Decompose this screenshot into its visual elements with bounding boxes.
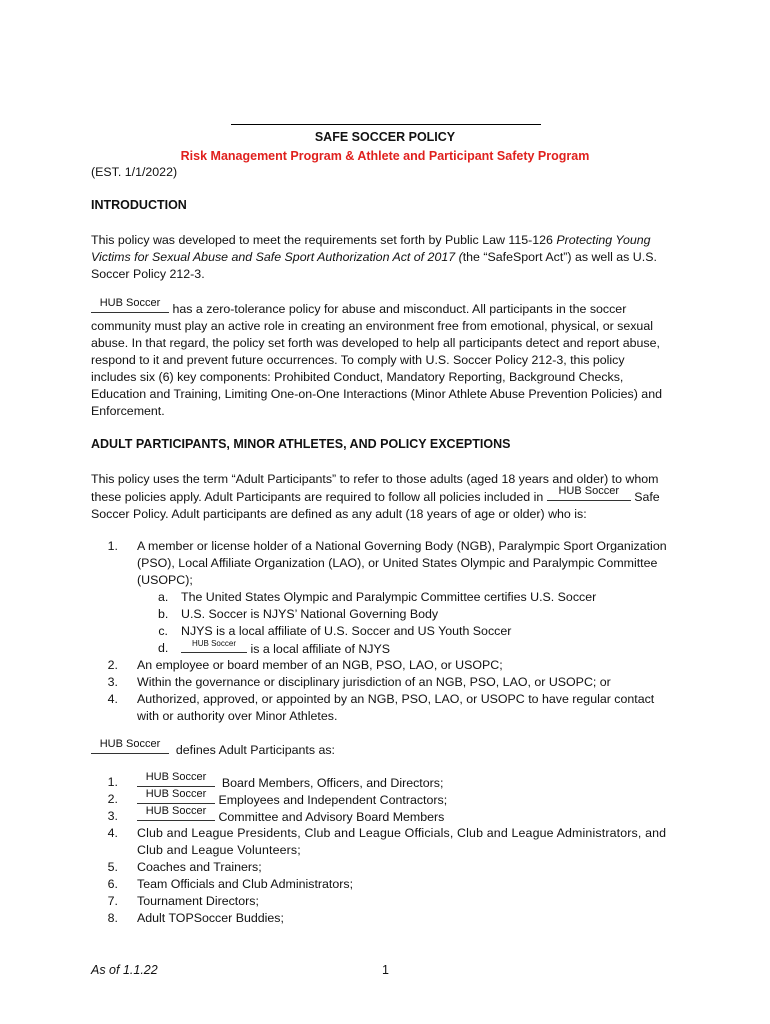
intro-p2-line: abuse. In that regard, the policy set forth was developed to help all participants detect and report abuse, [91, 336, 660, 350]
adult-p-line: This policy uses the term “Adult Participants” to refer to those adults (aged 18 years and older) to whom [91, 472, 659, 486]
org-name-fill [91, 297, 169, 313]
intro-p2-line: respond to it and prevent future occurrences. To comply with U.S. Soccer Policy 212-3, this policy [91, 353, 625, 367]
list-text: (PSO), Local Affiliate Organization (LAO), or United States Olympic and Paralympic Committee [137, 556, 658, 570]
org-name: HUB Soccer [145, 771, 207, 783]
org-name: HUB Soccer [145, 805, 207, 817]
list-text: A member or license holder of a National Governing Body (NGB), Paralympic Sport Organization [137, 539, 667, 553]
list-item [92, 859, 692, 876]
adult-p-line: Soccer Policy. Adult participants are defined as any adult (18 years of age or older) who is: [91, 507, 587, 521]
org-name-fill [547, 485, 631, 501]
list-text: Board Members, Officers, and Directors; [221, 776, 444, 790]
sublist-text: is a local affiliate of NJYS [250, 642, 391, 656]
list-number: 1. [107, 539, 118, 553]
intro-p2-line: community must play an active role in creating an environment free from emotional, physical, or sexual [91, 319, 653, 333]
title-rule [231, 124, 541, 125]
org-name-fill [181, 640, 247, 653]
list-number: 6. [107, 877, 118, 891]
intro-p2-line: Enforcement. [91, 404, 165, 418]
intro-p2-line: has a zero-tolerance policy for abuse and misconduct. All participants in the soccer [172, 302, 627, 316]
list-item [92, 876, 692, 893]
sublist-letter: d. [158, 641, 169, 655]
list-text: Coaches and Trainers; [137, 860, 262, 874]
defines-line [91, 738, 335, 759]
intro-p1-text: This policy was developed to meet the requirements set forth by Public Law 115-126 [91, 233, 557, 247]
list-text: Club and League Volunteers; [137, 843, 301, 857]
list-text: Club and League Presidents, Club and League Officials, Club and League Administrators, and [137, 826, 667, 840]
intro-p1-text-3: Soccer Policy 212-3. [91, 267, 205, 281]
list-item [92, 657, 692, 674]
intro-p1-italic: Protecting Young [556, 233, 651, 247]
intro-p1-italic-2: Victims for Sexual Abuse and Safe Sport Authorization Act of 2017 ( [91, 250, 463, 264]
list-item [92, 893, 692, 910]
page-number: 1 [382, 963, 389, 977]
adult-p-line: Safe [634, 490, 660, 504]
adult-heading: ADULT PARTICIPANTS, MINOR ATHLETES, AND POLICY EXCEPTIONS [91, 437, 511, 451]
list-text: An employee or board member of an NGB, PSO, LAO, or USOPC; [137, 658, 503, 672]
list-text: Within the governance or disciplinary jurisdiction of an NGB, PSO, LAO, or USOPC; or [137, 675, 611, 689]
list-number: 3. [107, 675, 118, 689]
list-item [92, 910, 692, 927]
sublist-text: The United States Olympic and Paralympic Committee certifies U.S. Soccer [181, 590, 597, 604]
org-name-fill [137, 788, 215, 804]
intro-paragraph-2 [91, 297, 691, 420]
list-text: Tournament Directors; [137, 894, 259, 908]
list-number: 7. [107, 894, 118, 908]
org-name: HUB Soccer [99, 738, 161, 750]
sublist-text: U.S. Soccer is NJYS’ National Governing Body [181, 607, 439, 621]
footer-date: As of 1.1.22 [91, 963, 158, 977]
list-item [92, 805, 692, 826]
list-number: 4. [107, 692, 118, 706]
intro-p2-line: Education and Training, Limiting One-on-One Interactions (Minor Athlete Abuse Prevention Policies) and [91, 387, 662, 401]
adult-paragraph [91, 471, 691, 523]
list-item [92, 825, 692, 859]
page-title: SAFE SOCCER POLICY [314, 130, 456, 144]
org-name-fill [91, 738, 169, 754]
list-number: 4. [107, 826, 118, 840]
list-text: Authorized, approved, or appointed by an NGB, PSO, LAO, or USOPC to have regular contact [137, 692, 655, 706]
org-name: HUB Soccer [99, 297, 161, 309]
list-text: with or authority over Minor Athletes. [137, 709, 338, 723]
list-number: 2. [107, 658, 118, 672]
org-name: HUB Soccer [558, 485, 620, 497]
list-item [92, 674, 692, 691]
list-text: Adult TOPSoccer Buddies; [137, 911, 284, 925]
intro-p2-line: includes six (6) key components: Prohibited Conduct, Mandatory Reporting, Background Checks, [91, 370, 624, 384]
intro-heading: INTRODUCTION [91, 198, 187, 212]
org-name: HUB Soccer [191, 639, 236, 648]
intro-p1-text-2: the “SafeSport Act”) as well as U.S. [462, 250, 657, 264]
list-item [92, 691, 692, 725]
org-name-fill [137, 805, 215, 821]
list-text: Team Officials and Club Administrators; [137, 877, 354, 891]
adult-p-line: these policies apply. Adult Participants are required to follow all policies included in [91, 490, 544, 504]
org-name-fill [137, 771, 215, 787]
list-number: 5. [107, 860, 118, 874]
org-name: HUB Soccer [145, 788, 207, 800]
list-number: 3. [107, 809, 118, 823]
list-number: 8. [107, 911, 118, 925]
established-date: (EST. 1/1/2022) [91, 165, 178, 179]
list-text: Employees and Independent Contractors; [218, 793, 448, 807]
list-number: 1. [107, 775, 118, 789]
intro-paragraph-1 [91, 232, 691, 283]
list-number: 2. [107, 792, 118, 806]
sublist-letter: a. [158, 590, 169, 604]
sublist-letter: b. [158, 607, 169, 621]
sublist-text: NJYS is a local affiliate of U.S. Soccer and US Youth Soccer [181, 624, 512, 638]
list-text: Committee and Advisory Board Members [218, 810, 445, 824]
sublist-letter: c. [158, 624, 168, 638]
list-item [92, 538, 692, 589]
defines-text: defines Adult Participants as: [175, 743, 335, 757]
list-text: (USOPC); [137, 573, 193, 587]
page-subtitle: Risk Management Program & Athlete and Participant Safety Program [180, 149, 590, 163]
